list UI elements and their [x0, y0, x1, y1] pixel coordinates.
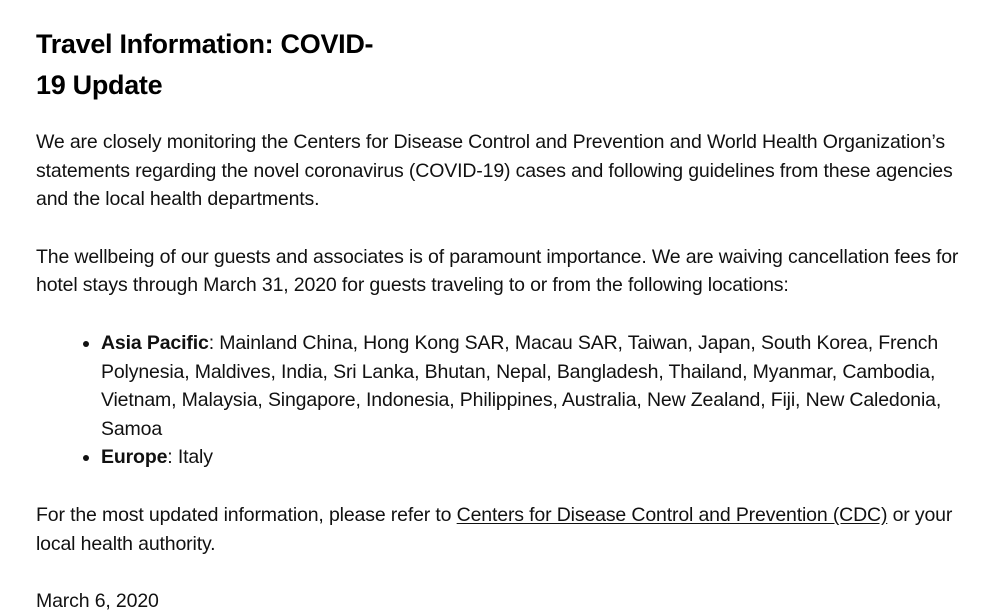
update-date: March 6, 2020: [36, 590, 159, 613]
region-label: Europe: [101, 446, 168, 469]
page-title-line-1: Travel Information: COVID-: [36, 29, 374, 59]
region-label: Asia Pacific: [101, 331, 209, 354]
list-item-europe: [101, 443, 986, 472]
monitoring-paragraph: We are closely monitoring the Centers for Disease Control and Prevention and World Health Organization’s statements regarding the novel coronavirus (COVID-19) cases and following guidelines from these agencies and the local health departments.: [36, 131, 953, 211]
list-item-asia-pacific: [101, 329, 986, 443]
closing-prefix: For the most updated information, please refer to: [36, 503, 457, 526]
region-separator: :: [167, 446, 178, 469]
region-places: Mainland China, Hong Kong SAR, Macau SAR, Taiwan, Japan, South Korea, French Polynesia, Maldives, India, Sri Lanka, Bhutan, Nepal, Bangladesh, Thailand, Myanmar, Cambodia, Vietnam, Malaysia, Singapore, Indonesia, Philippines, Australia, New Zealand, Fiji, New Caledonia, Samoa: [101, 331, 942, 440]
waiver-paragraph: The wellbeing of our guests and associates is of paramount importance. We are waiving cancellation fees for hotel stays through March 31, 2020 for guests traveling to or from the following locations:: [36, 245, 959, 297]
page-title: [36, 24, 986, 106]
region-separator: :: [208, 331, 220, 354]
closing-suffix: or your local health authority.: [36, 503, 953, 555]
locations-list: [36, 329, 986, 472]
page-title-line-2: 19 Update: [36, 70, 163, 100]
region-places: Italy: [177, 446, 213, 469]
article: [36, 24, 986, 616]
cdc-link[interactable]: Centers for Disease Control and Prevention (CDC): [456, 503, 888, 526]
more-info-paragraph: [36, 501, 986, 558]
